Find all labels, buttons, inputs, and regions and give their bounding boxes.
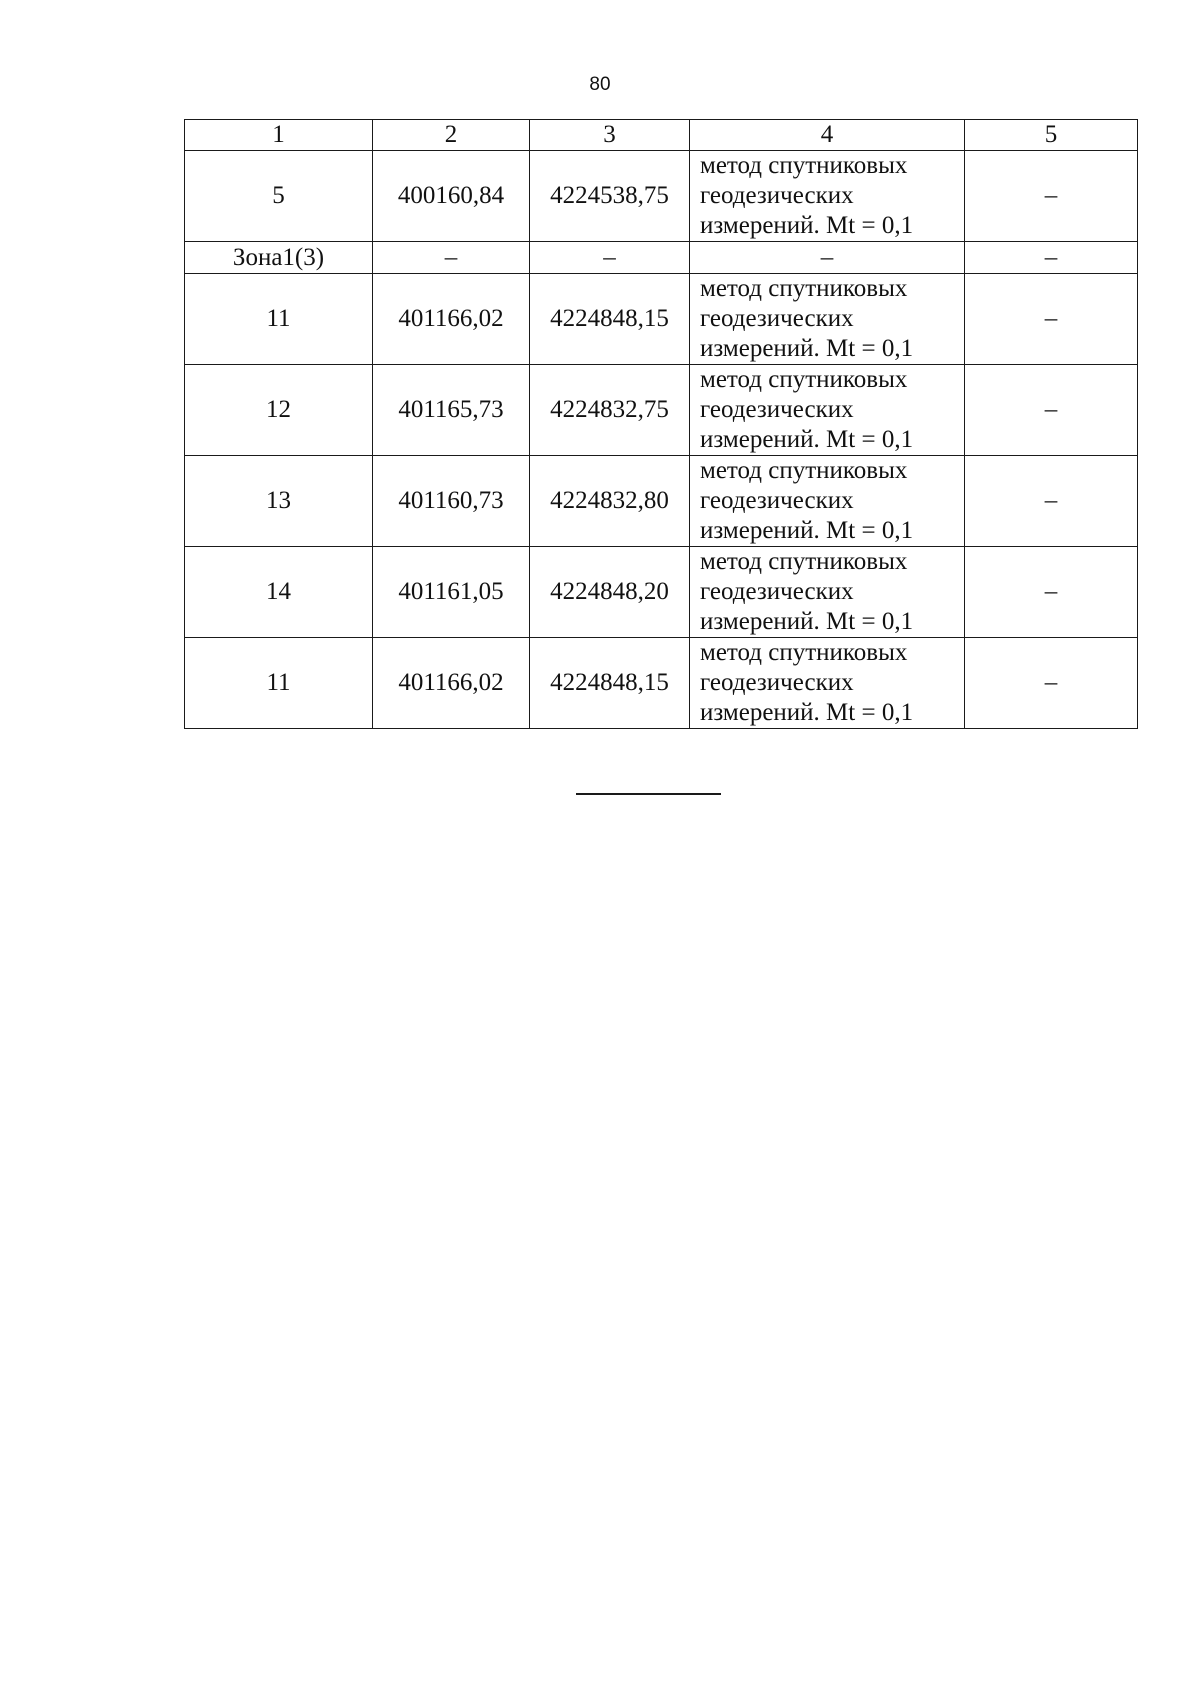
y-coordinate-cell: 4224848,15 <box>530 638 690 729</box>
note-cell: – <box>965 638 1138 729</box>
method-cell <box>690 151 965 242</box>
point-number-cell: 13 <box>185 456 373 547</box>
point-number-cell: 11 <box>185 274 373 365</box>
method-line: геодезических <box>700 396 854 423</box>
dash-cell: – <box>965 242 1138 274</box>
note-cell: – <box>965 151 1138 242</box>
method-cell <box>690 365 965 456</box>
note-cell: – <box>965 456 1138 547</box>
dash-cell: – <box>690 242 965 274</box>
header-cell-5: 5 <box>965 120 1138 151</box>
table-row <box>185 151 1138 242</box>
x-coordinate-cell: 401166,02 <box>373 638 530 729</box>
method-line: метод спутниковых <box>700 457 908 484</box>
table-row <box>185 456 1138 547</box>
dash-cell: – <box>373 242 530 274</box>
table-row <box>185 638 1138 729</box>
method-cell <box>690 274 965 365</box>
note-cell: – <box>965 365 1138 456</box>
method-line: измерений. Mt = 0,1 <box>700 335 914 362</box>
method-line: метод спутниковых <box>700 366 908 393</box>
method-line: измерений. Mt = 0,1 <box>700 212 914 239</box>
zone-row <box>185 242 1138 274</box>
point-number-cell: 14 <box>185 547 373 638</box>
method-line: метод спутниковых <box>700 152 908 179</box>
method-cell <box>690 547 965 638</box>
point-number-cell: 11 <box>185 638 373 729</box>
page-number: 80 <box>589 74 611 95</box>
x-coordinate-cell: 401166,02 <box>373 274 530 365</box>
header-cell-1: 1 <box>185 120 373 151</box>
table-row <box>185 274 1138 365</box>
y-coordinate-cell: 4224832,80 <box>530 456 690 547</box>
y-coordinate-cell: 4224832,75 <box>530 365 690 456</box>
header-row <box>185 120 1138 151</box>
header-cell-4: 4 <box>690 120 965 151</box>
method-line: геодезических <box>700 182 854 209</box>
method-cell <box>690 638 965 729</box>
x-coordinate-cell: 401161,05 <box>373 547 530 638</box>
method-line: геодезических <box>700 305 854 332</box>
x-coordinate-cell: 401160,73 <box>373 456 530 547</box>
method-line: измерений. Mt = 0,1 <box>700 426 914 453</box>
note-cell: – <box>965 274 1138 365</box>
method-line: геодезических <box>700 487 854 514</box>
zone-label-cell: Зона1(3) <box>185 242 373 274</box>
x-coordinate-cell: 400160,84 <box>373 151 530 242</box>
y-coordinate-cell: 4224538,75 <box>530 151 690 242</box>
dash-cell: – <box>530 242 690 274</box>
method-line: геодезических <box>700 669 854 696</box>
method-line: измерений. Mt = 0,1 <box>700 608 914 635</box>
method-line: метод спутниковых <box>700 548 908 575</box>
point-number-cell: 5 <box>185 151 373 242</box>
point-number-cell: 12 <box>185 365 373 456</box>
end-divider-line <box>576 793 721 795</box>
method-line: метод спутниковых <box>700 639 908 666</box>
table-row <box>185 365 1138 456</box>
x-coordinate-cell: 401165,73 <box>373 365 530 456</box>
method-line: геодезических <box>700 578 854 605</box>
method-cell <box>690 456 965 547</box>
note-cell: – <box>965 547 1138 638</box>
y-coordinate-cell: 4224848,20 <box>530 547 690 638</box>
method-line: измерений. Mt = 0,1 <box>700 699 914 726</box>
method-line: измерений. Mt = 0,1 <box>700 517 914 544</box>
method-line: метод спутниковых <box>700 275 908 302</box>
table-row <box>185 547 1138 638</box>
y-coordinate-cell: 4224848,15 <box>530 274 690 365</box>
header-cell-2: 2 <box>373 120 530 151</box>
header-cell-3: 3 <box>530 120 690 151</box>
coordinates-table <box>184 119 1138 729</box>
